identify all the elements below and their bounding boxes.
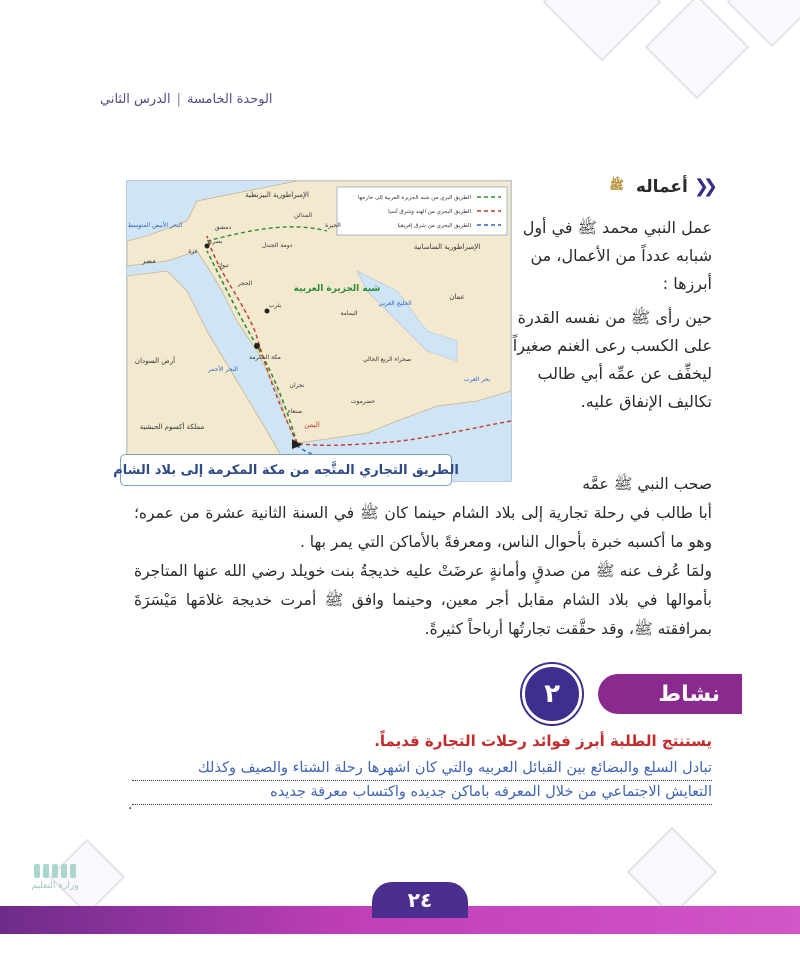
- activity-task: يستنتج الطلبة أبرز فوائد رحلات التجارة قديماً.: [374, 732, 712, 750]
- map-label: عمان: [449, 293, 465, 301]
- map-label: البحر الأحمر: [208, 366, 238, 373]
- section-title-text: أعماله: [635, 176, 688, 197]
- section-title: [609, 176, 712, 197]
- map-label: المدائن: [293, 212, 313, 219]
- chevron-left-icon: ❮❮: [693, 176, 712, 197]
- map-label: الحجر: [237, 280, 253, 287]
- map-label: بصرى: [207, 238, 223, 245]
- paragraph: أبا طالب في رحلة تجارية إلى بلاد الشام حينما كان ﷺ في السنة الثانية عشرة من عمره؛ وهو ما أكسبه خبرة بأحوال الناس، ومعرفةً بالأماكن التي يمر بها .: [134, 504, 712, 551]
- page-number: ٢٤: [372, 882, 468, 918]
- paragraph: ولمَا عُرف عنه ﷺ من صدقٍ وأمانةٍ عرضَتْ عليه خديجةُ بنت خويلد رضي الله عنها المتاجرة بأموالها في بلاد الشام مقابل أجر معين، وحينما وافق ﷺ أمرت خديجة غلامَها مَيْسَرَةَ بمرافقته ﷺ، وقد حقَّقت تجارتُها أرباحاً كثيرةً.: [134, 562, 712, 638]
- lesson-title: الدرس الثاني: [100, 92, 171, 107]
- map-label: دومة الجندل: [261, 242, 293, 249]
- lead-fragment: صحب النبي ﷺ عمَّه: [582, 475, 712, 493]
- map-label: صحراء الربع الخالي: [362, 356, 412, 363]
- decorative-diamond: [627, 827, 718, 918]
- map-legend-item: الطريق البحري من شرق إفريقيا: [397, 223, 471, 229]
- logo-text: وزارة التعليم: [31, 881, 79, 891]
- map-label: اليمن: [304, 421, 320, 429]
- map-label: شبه الجزيرة العربية: [293, 284, 381, 294]
- decorative-diamond: [645, 0, 750, 99]
- map-legend-item: الطريق البحري من الهند وشرق آسيا: [388, 209, 471, 215]
- map-label: بحر العرب: [463, 376, 491, 383]
- map-label: دمشق: [214, 224, 232, 231]
- activity-label: نشاط: [598, 674, 742, 714]
- map-caption: الطريق التجاري المتَّجه من مكة المكرمة إلى بلاد الشام: [120, 454, 452, 486]
- map-label: البحر الأبيض المتوسط: [127, 222, 183, 229]
- paragraph: عمل النبي محمد ﷺ في أول شبابه عدداً من الأعمال، من أبرزها :: [522, 218, 712, 293]
- map-label: مكة المكرمة: [249, 354, 281, 361]
- map-label: نجران: [289, 382, 305, 389]
- answer-end: .: [128, 797, 133, 813]
- map-legend-item: الطريق البري من شبه الجزيرة العربية إلى خارجها: [357, 195, 471, 201]
- map-label: مملكة أكسوم الحبشية: [139, 423, 205, 431]
- header-separator: |: [176, 92, 181, 107]
- answer-line[interactable]: التعايش الاجتماعي من خلال المعرفه باماكن جديده واكتساب معرفة جديده: [132, 780, 712, 805]
- map-label: الحيرة: [325, 222, 341, 229]
- map-label: غزة: [188, 248, 198, 255]
- map-label: الخليج العربي: [378, 300, 412, 307]
- activity-number: ٢: [522, 664, 582, 724]
- map-label: يثرب: [268, 302, 282, 309]
- map-label: تبوك: [217, 262, 229, 269]
- map-label: أرض السودان: [134, 357, 176, 365]
- paragraph: حين رأى ﷺ من نفسه القدرة على الكسب رعى الغنم صغيراً ليخفِّف عن عمِّه أبي طالب تكاليف الإنفاق عليه.: [512, 308, 712, 411]
- map-label: الإمبراطورية الساسانية: [413, 243, 481, 251]
- answer-line[interactable]: تبادل السلع والبضائع بين القبائل العربيه والتي كان اشهرها رحلة الشتاء والصيف وكذلك: [132, 756, 712, 781]
- ministry-logo: [20, 864, 90, 900]
- map-label: اليمامة: [340, 310, 358, 317]
- unit-header: [100, 92, 273, 107]
- activity-badge: [508, 672, 720, 716]
- map-label: حضرموت: [350, 398, 376, 405]
- body-text: [134, 470, 712, 644]
- map-label: صنعاء: [287, 408, 303, 415]
- paragraph-lead: [134, 470, 712, 499]
- honorific-glyph: ﷺ: [609, 178, 624, 192]
- decorative-diamond: [543, 0, 662, 61]
- map-label: الإمبراطورية البيزنطية: [245, 191, 309, 199]
- map-graphic: [127, 181, 511, 481]
- map-label: مصر: [142, 257, 156, 265]
- trade-route-map: [126, 180, 512, 482]
- side-text: [512, 214, 712, 422]
- unit-title: الوحدة الخامسة: [186, 92, 273, 107]
